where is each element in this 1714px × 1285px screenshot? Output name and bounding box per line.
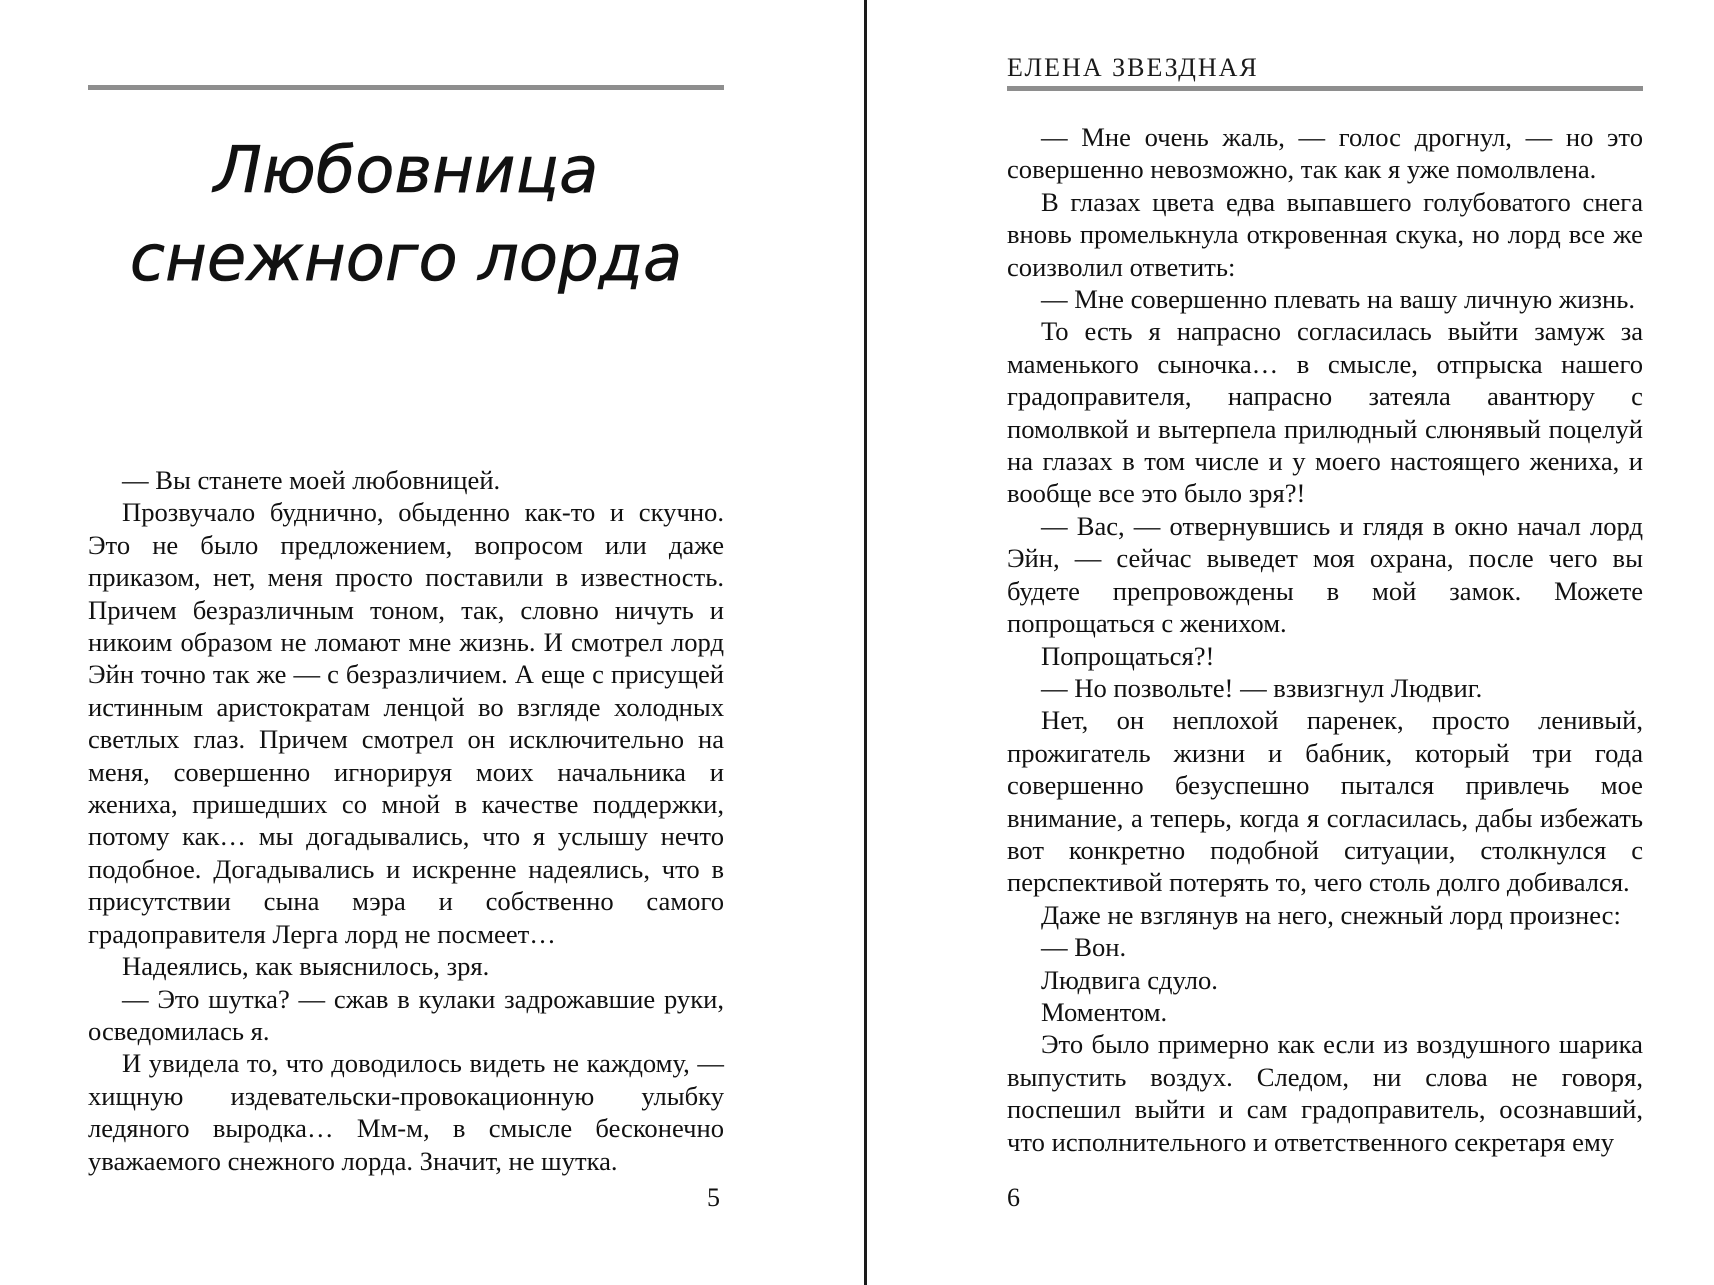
running-head: ЕЛЕНА ЗВЕЗДНАЯ — [1007, 53, 1259, 82]
paragraph: Попрощаться?! — [1041, 640, 1215, 671]
title-line-2: снежного лорда — [129, 222, 683, 296]
header-rule-left — [88, 85, 724, 90]
paragraph: Моментом. — [1041, 996, 1168, 1027]
paragraph: То есть я напрасно согласилась выйти замуж за маменького сыночка… в смысле, отпрыска нашего градоправителя, напрасно затеяла авантюру с помолвкой и вытерпела прилюдный слюнявый поцелуй на глазах в том числе и у моего настоящего жениха, и вообще все это было зря?! — [1007, 316, 1643, 509]
page-number-left: 5 — [707, 1183, 720, 1212]
right-page-body — [1007, 121, 1643, 1158]
book-spine — [864, 0, 867, 1285]
paragraph: Надеялись, как выяснилось, зря. — [122, 951, 490, 982]
paragraph: — Вы станете моей любовницей. — [122, 465, 501, 495]
paragraph: — Мне совершенно плевать на вашу личную жизнь. — [1041, 284, 1636, 315]
paragraph: В глазах цвета едва выпавшего голубоватого снега вновь промелькнула откровенная скука, но лорд все же соизволил ответить: — [1007, 186, 1643, 282]
paragraph: И увидела то, что доводилось видеть не каждому, — хищную издевательски-провокационную улыбку ледяного выродка… Мм-м, в смысле бесконечно уважаемого снежного лорда. Значит, не шутка. — [88, 1048, 724, 1176]
left-page-body — [88, 464, 724, 1177]
paragraph: Нет, он неплохой паренек, просто ленивый, прожигатель жизни и бабник, который три года совершенно безуспешно пытался привлечь мое внимание, а теперь, когда я согласилась, дабы избежать вот конкретно подобной ситуации, столкнулся с перспективой потерять то, чего столь долго добивался. — [1007, 705, 1643, 898]
paragraph: Прозвучало буднично, обыденно как-то и скучно. Это не было предложением, вопросом или даже приказом, нет, меня просто поставили в известность. Причем безразличным тоном, так, словно ничуть и никоим образом не ломают мне жизнь. И смотрел лорд Эйн точно так же — с безразличием. А еще с присущей истинным аристократам ленцой во взгляде холодных светлых глаз. Причем смотрел он исключительно на меня, совершенно игнорируя моих начальника и жениха, пришедших со мной в качестве поддержки, потому как… мы догадывались, что я услышу нечто подобное. Догадывались и искренне надеялись, что в присутствии сына мэра и собственно самого градоправителя Лерга лорд не посмеет… — [88, 497, 724, 949]
paragraph: — Но позвольте! — взвизгнул Людвиг. — [1041, 672, 1483, 703]
paragraph: — Это шутка? — сжав в кулаки задрожавшие руки, осведомилась я. — [88, 983, 724, 1046]
paragraph: — Мне очень жаль, — голос дрогнул, — но это совершенно невозможно, так как я уже помолвлена. — [1007, 122, 1643, 185]
paragraph: — Вас, — отвернувшись и глядя в окно начал лорд Эйн, — сейчас выведет моя охрана, после чего вы будете препровождены в мой замок. Можете попрощаться с женихом. — [1007, 510, 1643, 639]
header-rule-right — [1007, 86, 1643, 91]
paragraph: Даже не взглянув на него, снежный лорд произнес: — [1041, 899, 1621, 930]
paragraph: Это было примерно как если из воздушного шарика выпустить воздух. Следом, ни слова не говоря, поспешил выйти и сам градоправитель, осознавший, что исполнительного и ответственного секретаря ему — [1007, 1029, 1643, 1157]
chapter-title — [88, 120, 724, 310]
paragraph: Людвига сдуло. — [1041, 964, 1218, 995]
handwritten-title — [126, 120, 686, 310]
title-line-1: Любовница — [213, 134, 599, 208]
page-number-right: 6 — [1007, 1183, 1020, 1212]
paragraph: — Вон. — [1041, 932, 1127, 963]
